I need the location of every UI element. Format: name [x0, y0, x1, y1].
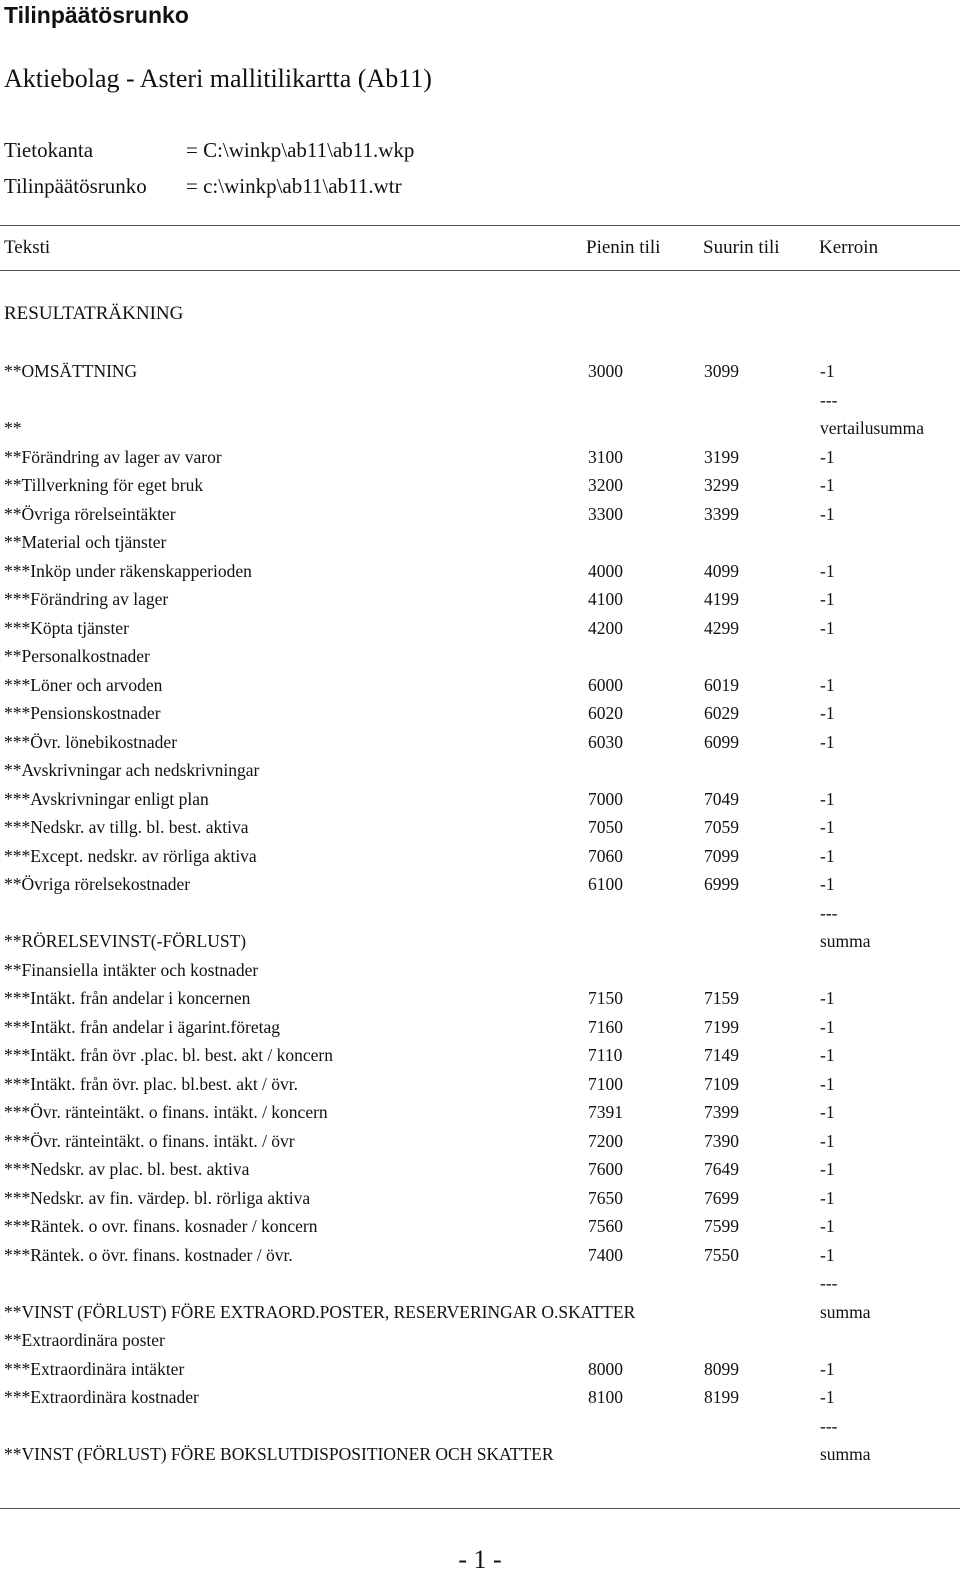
row-max-account: 7049	[704, 788, 739, 809]
row-max-account: 7149	[704, 1045, 739, 1065]
table-row	[0, 812, 960, 841]
row-max-account: 7649	[704, 1159, 739, 1179]
info-database	[4, 136, 414, 164]
row-min-account: 6030	[588, 731, 623, 752]
row-text: ***Övr. ränteintäkt. o finans. intäkt. / koncern	[4, 1102, 328, 1122]
row-text: ***Intäkt. från andelar i koncernen	[4, 988, 251, 1008]
table-row	[0, 955, 960, 984]
row-coefficient: -1	[820, 446, 835, 467]
row-min-account: 6000	[588, 674, 623, 695]
table-row	[0, 784, 960, 813]
row-min-account: 4100	[588, 589, 623, 609]
row-text: ***Nedskr. av plac. bl. best. aktiva	[4, 1159, 250, 1179]
row-coefficient: -1	[820, 1045, 835, 1065]
row-max-account: 8199	[704, 1387, 739, 1407]
row-min-account: 3200	[588, 475, 623, 495]
row-text: ***Räntek. o ovr. finans. kosnader / koncern	[4, 1216, 318, 1236]
row-coefficient: -1	[820, 845, 835, 866]
column-header-kerroin: Kerroin	[819, 237, 879, 258]
row-text: **Finansiella intäkter och kostnader	[4, 959, 259, 980]
column-header-min: Pienin tili	[586, 237, 661, 258]
row-coefficient: -1	[820, 589, 835, 609]
row-text: ***Extraordinära intäkter	[4, 1358, 185, 1379]
info-template	[4, 172, 402, 200]
section-heading: RESULTATRÄKNING	[4, 303, 184, 324]
row-text: ***Förändring av lager	[4, 589, 169, 609]
table-row	[0, 1240, 960, 1269]
row-text: ***Övr. lönebikostnader	[4, 731, 178, 752]
table-row	[0, 1439, 960, 1468]
row-coefficient: summa	[820, 1301, 871, 1322]
info-database-value: = C:\winkp\ab11\ab11.wkp	[186, 138, 415, 162]
row-text: ***Extraordinära kostnader	[4, 1387, 199, 1407]
row-text: ***Räntek. o övr. finans. kostnader / övr.	[4, 1244, 293, 1265]
row-min-account: 3100	[588, 446, 623, 467]
row-max-account: 7599	[704, 1216, 739, 1236]
row-min-account: 6020	[588, 703, 623, 723]
table-row	[0, 1382, 960, 1411]
page-number: - 1 -	[458, 1545, 502, 1574]
row-text: ***Köpta tjänster	[4, 617, 129, 638]
row-coefficient: ---	[820, 389, 838, 410]
row-text: **Tillverkning för eget bruk	[4, 475, 204, 495]
row-text: ***Intäkt. från andelar i ägarint.företag	[4, 1016, 280, 1037]
table-row	[0, 1354, 960, 1383]
row-max-account: 6019	[704, 674, 739, 695]
row-text: ***Intäkt. från övr. plac. bl.best. akt / övr.	[4, 1073, 299, 1094]
row-coefficient: -1	[820, 560, 835, 581]
table-row	[0, 1126, 960, 1155]
row-max-account: 7390	[704, 1130, 739, 1151]
table-row	[0, 1297, 960, 1326]
divider-header	[0, 270, 960, 271]
row-text: **Övriga rörelsekostnader	[4, 874, 191, 894]
table-row	[0, 1012, 960, 1041]
table-row	[0, 556, 960, 585]
info-database-label: Tietokanta	[4, 138, 94, 162]
row-coefficient: -1	[820, 1073, 835, 1094]
row-max-account: 3099	[704, 361, 739, 381]
row-max-account: 7699	[704, 1187, 739, 1208]
row-text: **	[4, 418, 22, 438]
row-text: ***Except. nedskr. av rörliga aktiva	[4, 845, 257, 866]
table-row	[0, 841, 960, 870]
row-min-account: 7060	[588, 845, 623, 866]
table-row	[0, 356, 960, 385]
row-max-account: 6029	[704, 703, 739, 723]
table-row	[0, 584, 960, 613]
row-text: ***Nedskr. av tillg. bl. best. aktiva	[4, 817, 249, 837]
row-coefficient: -1	[820, 817, 835, 837]
row-coefficient: -1	[820, 475, 835, 495]
row-coefficient: -1	[820, 788, 835, 809]
row-min-account: 6100	[588, 874, 623, 894]
table-row	[0, 1040, 960, 1069]
table-row	[0, 698, 960, 727]
row-text: ***Pensionskostnader	[4, 703, 161, 723]
row-coefficient: -1	[820, 1102, 835, 1122]
row-max-account: 6099	[704, 731, 739, 752]
row-max-account: 7550	[704, 1244, 739, 1265]
row-max-account: 3399	[704, 503, 739, 524]
row-coefficient: summa	[820, 931, 871, 951]
row-coefficient: summa	[820, 1444, 871, 1464]
row-min-account: 8100	[588, 1387, 623, 1407]
table-row	[0, 413, 960, 442]
row-min-account: 7160	[588, 1016, 623, 1037]
table-row	[0, 499, 960, 528]
row-text: ***Löner och arvoden	[4, 674, 163, 695]
row-min-account: 4200	[588, 617, 623, 638]
row-coefficient: -1	[820, 731, 835, 752]
row-max-account: 4199	[704, 589, 739, 609]
table-row	[0, 869, 960, 898]
row-coefficient: -1	[820, 1244, 835, 1265]
table-row	[0, 613, 960, 642]
table-row	[0, 1325, 960, 1354]
row-text: ***Nedskr. av fin. värdep. bl. rörliga aktiva	[4, 1187, 311, 1208]
document-subtitle: Aktiebolag - Asteri mallitilikartta (Ab11)	[4, 64, 432, 93]
page-title: Tilinpäätösrunko	[4, 2, 189, 28]
table-row	[0, 1268, 960, 1297]
row-max-account: 7109	[704, 1073, 739, 1094]
column-header-max: Suurin tili	[703, 237, 780, 258]
row-coefficient: -1	[820, 874, 835, 894]
table-row	[0, 1154, 960, 1183]
row-coefficient: -1	[820, 1016, 835, 1037]
row-max-account: 7399	[704, 1102, 739, 1122]
row-text: ***Övr. ränteintäkt. o finans. intäkt. / övr	[4, 1130, 295, 1151]
column-header-text: Teksti	[4, 237, 51, 258]
table-row	[0, 1211, 960, 1240]
row-min-account: 7100	[588, 1073, 623, 1094]
table-row	[0, 527, 960, 556]
row-min-account: 7560	[588, 1216, 623, 1236]
row-text: ***Inköp under räkenskapperioden	[4, 560, 252, 581]
row-max-account: 8099	[704, 1358, 739, 1379]
row-coefficient: -1	[820, 1358, 835, 1379]
row-coefficient: -1	[820, 1216, 835, 1236]
row-max-account: 4299	[704, 617, 739, 638]
row-min-account: 7391	[588, 1102, 623, 1122]
table-row	[0, 926, 960, 955]
table-row	[0, 983, 960, 1012]
row-min-account: 7600	[588, 1159, 623, 1179]
row-min-account: 4000	[588, 560, 623, 581]
info-template-value: = c:\winkp\ab11\ab11.wtr	[186, 174, 402, 198]
row-coefficient: -1	[820, 988, 835, 1008]
row-max-account: 3299	[704, 475, 739, 495]
row-min-account: 7000	[588, 788, 623, 809]
row-text: ***Avskrivningar enligt plan	[4, 788, 209, 809]
row-min-account: 8000	[588, 1358, 623, 1379]
row-text: **RÖRELSEVINST(-FÖRLUST)	[4, 931, 247, 951]
table-row	[0, 755, 960, 784]
row-text: **Förändring av lager av varor	[4, 446, 222, 467]
info-template-label: Tilinpäätösrunko	[4, 174, 147, 198]
row-coefficient: vertailusumma	[820, 418, 925, 438]
table-row	[0, 470, 960, 499]
row-text: **Material och tjänster	[4, 532, 167, 552]
row-text: **OMSÄTTNING	[4, 361, 138, 381]
row-text: **Avskrivningar ach nedskrivningar	[4, 760, 260, 780]
row-min-account: 7650	[588, 1187, 623, 1208]
row-text: **VINST (FÖRLUST) FÖRE BOKSLUTDISPOSITIONER OCH SKATTER	[4, 1444, 554, 1464]
table-row	[0, 385, 960, 414]
row-coefficient: ---	[820, 1415, 838, 1436]
row-max-account: 6999	[704, 874, 739, 894]
report-rows	[0, 356, 960, 1468]
row-max-account: 4099	[704, 560, 739, 581]
row-min-account: 7150	[588, 988, 623, 1008]
row-min-account: 7050	[588, 817, 623, 837]
row-max-account: 3199	[704, 446, 739, 467]
table-row	[0, 727, 960, 756]
row-max-account: 7099	[704, 845, 739, 866]
row-coefficient: -1	[820, 1187, 835, 1208]
table-row	[0, 1069, 960, 1098]
row-coefficient: -1	[820, 503, 835, 524]
table-row	[0, 898, 960, 927]
row-min-account: 7200	[588, 1130, 623, 1151]
table-row	[0, 1411, 960, 1440]
row-text: ***Intäkt. från övr .plac. bl. best. akt / koncern	[4, 1045, 333, 1065]
table-row	[0, 641, 960, 670]
table-row	[0, 1183, 960, 1212]
row-coefficient: ---	[820, 1273, 838, 1293]
row-coefficient: -1	[820, 1159, 835, 1179]
row-max-account: 7159	[704, 988, 739, 1008]
row-max-account: 7059	[704, 817, 739, 837]
row-coefficient: -1	[820, 361, 835, 381]
row-min-account: 3000	[588, 361, 623, 381]
row-min-account: 7400	[588, 1244, 623, 1265]
row-coefficient: -1	[820, 617, 835, 638]
row-coefficient: -1	[820, 1387, 835, 1407]
row-min-account: 7110	[588, 1045, 623, 1065]
row-text: **Personalkostnader	[4, 646, 150, 666]
row-coefficient: ---	[820, 902, 838, 923]
row-text: **Extraordinära poster	[4, 1330, 165, 1350]
table-row	[0, 1097, 960, 1126]
divider-bottom	[0, 1508, 960, 1509]
row-text: **Övriga rörelseintäkter	[4, 503, 176, 524]
table-row	[0, 442, 960, 471]
row-coefficient: -1	[820, 703, 835, 723]
table-row	[0, 670, 960, 699]
row-coefficient: -1	[820, 1130, 835, 1151]
row-text: **VINST (FÖRLUST) FÖRE EXTRAORD.POSTER, RESERVERINGAR O.SKATTER	[4, 1301, 636, 1322]
row-max-account: 7199	[704, 1016, 739, 1037]
row-coefficient: -1	[820, 674, 835, 695]
row-min-account: 3300	[588, 503, 623, 524]
divider-top	[0, 225, 960, 226]
